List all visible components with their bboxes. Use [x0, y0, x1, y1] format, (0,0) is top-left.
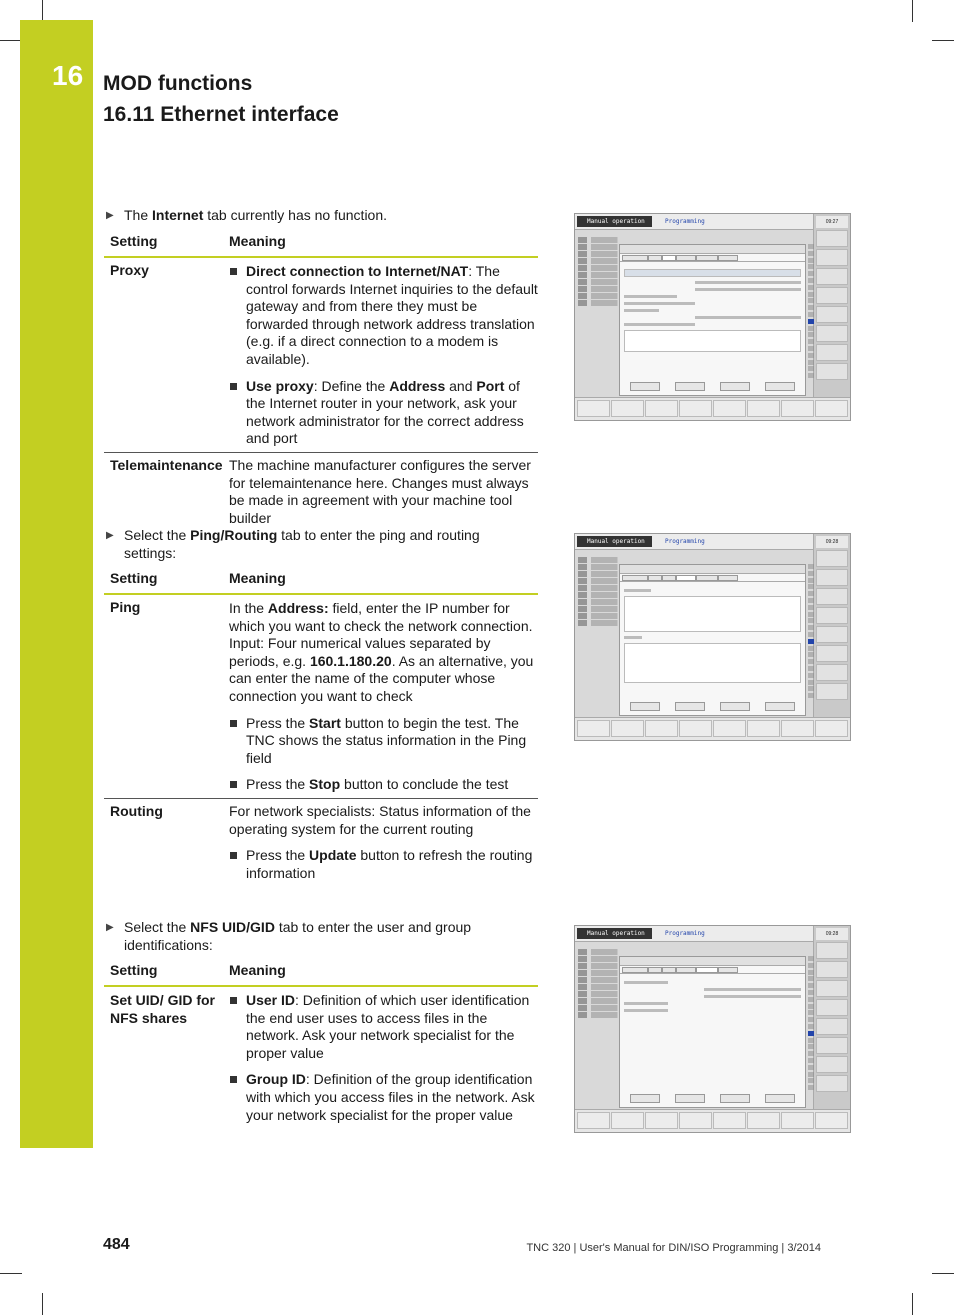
table-row-telemaintenance: Telemaintenance The machine manufacturer configures the server for telemaintenance here. Changes must always be made in agreement with your machine tool builder	[110, 456, 531, 526]
instruction-ping-routing: ▶ Select the Ping/Routing tab to enter the ping and routing settings:	[106, 527, 480, 561]
table-header: Setting Meaning	[104, 959, 538, 987]
list-bullet	[230, 720, 237, 727]
screenshot-ping-routing-tab: Manual operation Programming 09:28	[574, 533, 851, 741]
table-row-uid-gid: Set UID/ GID for NFS shares User ID: Definition of which user identification the end user uses to access files in the network. Ask your network specialist for the proper value Group ID: Definition of the group identification with which you access files in the network. Ask your network specialist for the proper value	[110, 992, 535, 1123]
instruction-nfs: ▶ Select the NFS UID/GID tab to enter the user and group identifications:	[106, 919, 472, 953]
list-bullet	[230, 383, 237, 390]
page-number: 484	[103, 1236, 130, 1253]
screenshot-nfs-tab: Manual operation Programming 09:28	[574, 925, 851, 1133]
table-header: Setting Meaning	[104, 230, 538, 258]
list-bullet	[230, 1076, 237, 1083]
screenshot-internet-tab: Manual operation Programming 09:27	[574, 213, 851, 421]
settings-table-ping	[104, 567, 538, 886]
settings-table-internet	[104, 230, 538, 531]
list-bullet	[230, 997, 237, 1004]
crop-mark	[0, 40, 22, 41]
table-header: Setting Meaning	[104, 567, 538, 595]
crop-mark	[912, 1293, 913, 1315]
instruction-internet: ▶ The Internet tab currently has no function.	[106, 207, 388, 223]
arrow-right-icon: ▶	[106, 210, 114, 221]
list-bullet	[230, 781, 237, 788]
arrow-right-icon: ▶	[106, 530, 114, 541]
table-row-proxy: Proxy Direct connection to Internet/NAT: The control forwards Internet inquiries to the default gateway and from there they must be forwarded through network address translation (e.g. if a direct connection to a modem is available). Use proxy: Define the Address and Port of the Internet router in your network, ask your network administrator for the correct address and port	[104, 258, 538, 453]
table-row-routing: Routing For network specialists: Status information of the operating system for the current routing Press the Update button to refresh the routing information	[110, 802, 533, 881]
crop-mark	[912, 0, 913, 22]
list-bullet	[230, 852, 237, 859]
list-bullet	[230, 268, 237, 275]
table-row-ping: Ping In the Address: field, enter the IP number for which you want to check the network connection. Input: Four numerical values separated by periods, e.g. 160.1.180.20. As an alternative, you can enter the name of the computer whose connection you want to check Press the Start button to begin the test. The TNC shows the status information in the Ping field Press the Stop button to conclude the test	[104, 595, 538, 799]
crop-mark	[42, 1293, 43, 1315]
crop-mark	[932, 40, 954, 41]
arrow-right-icon: ▶	[106, 922, 114, 933]
crop-mark	[42, 0, 43, 22]
chapter-number: 16	[52, 60, 84, 91]
section-title: 16.11 Ethernet interface	[103, 103, 339, 126]
crop-mark	[932, 1273, 954, 1274]
chapter-sidebar	[20, 20, 93, 1148]
footer-text: TNC 320 | User's Manual for DIN/ISO Programming | 3/2014	[526, 1242, 821, 1254]
settings-table-nfs	[104, 959, 538, 1128]
chapter-title: MOD functions	[103, 72, 253, 95]
crop-mark	[0, 1273, 22, 1274]
